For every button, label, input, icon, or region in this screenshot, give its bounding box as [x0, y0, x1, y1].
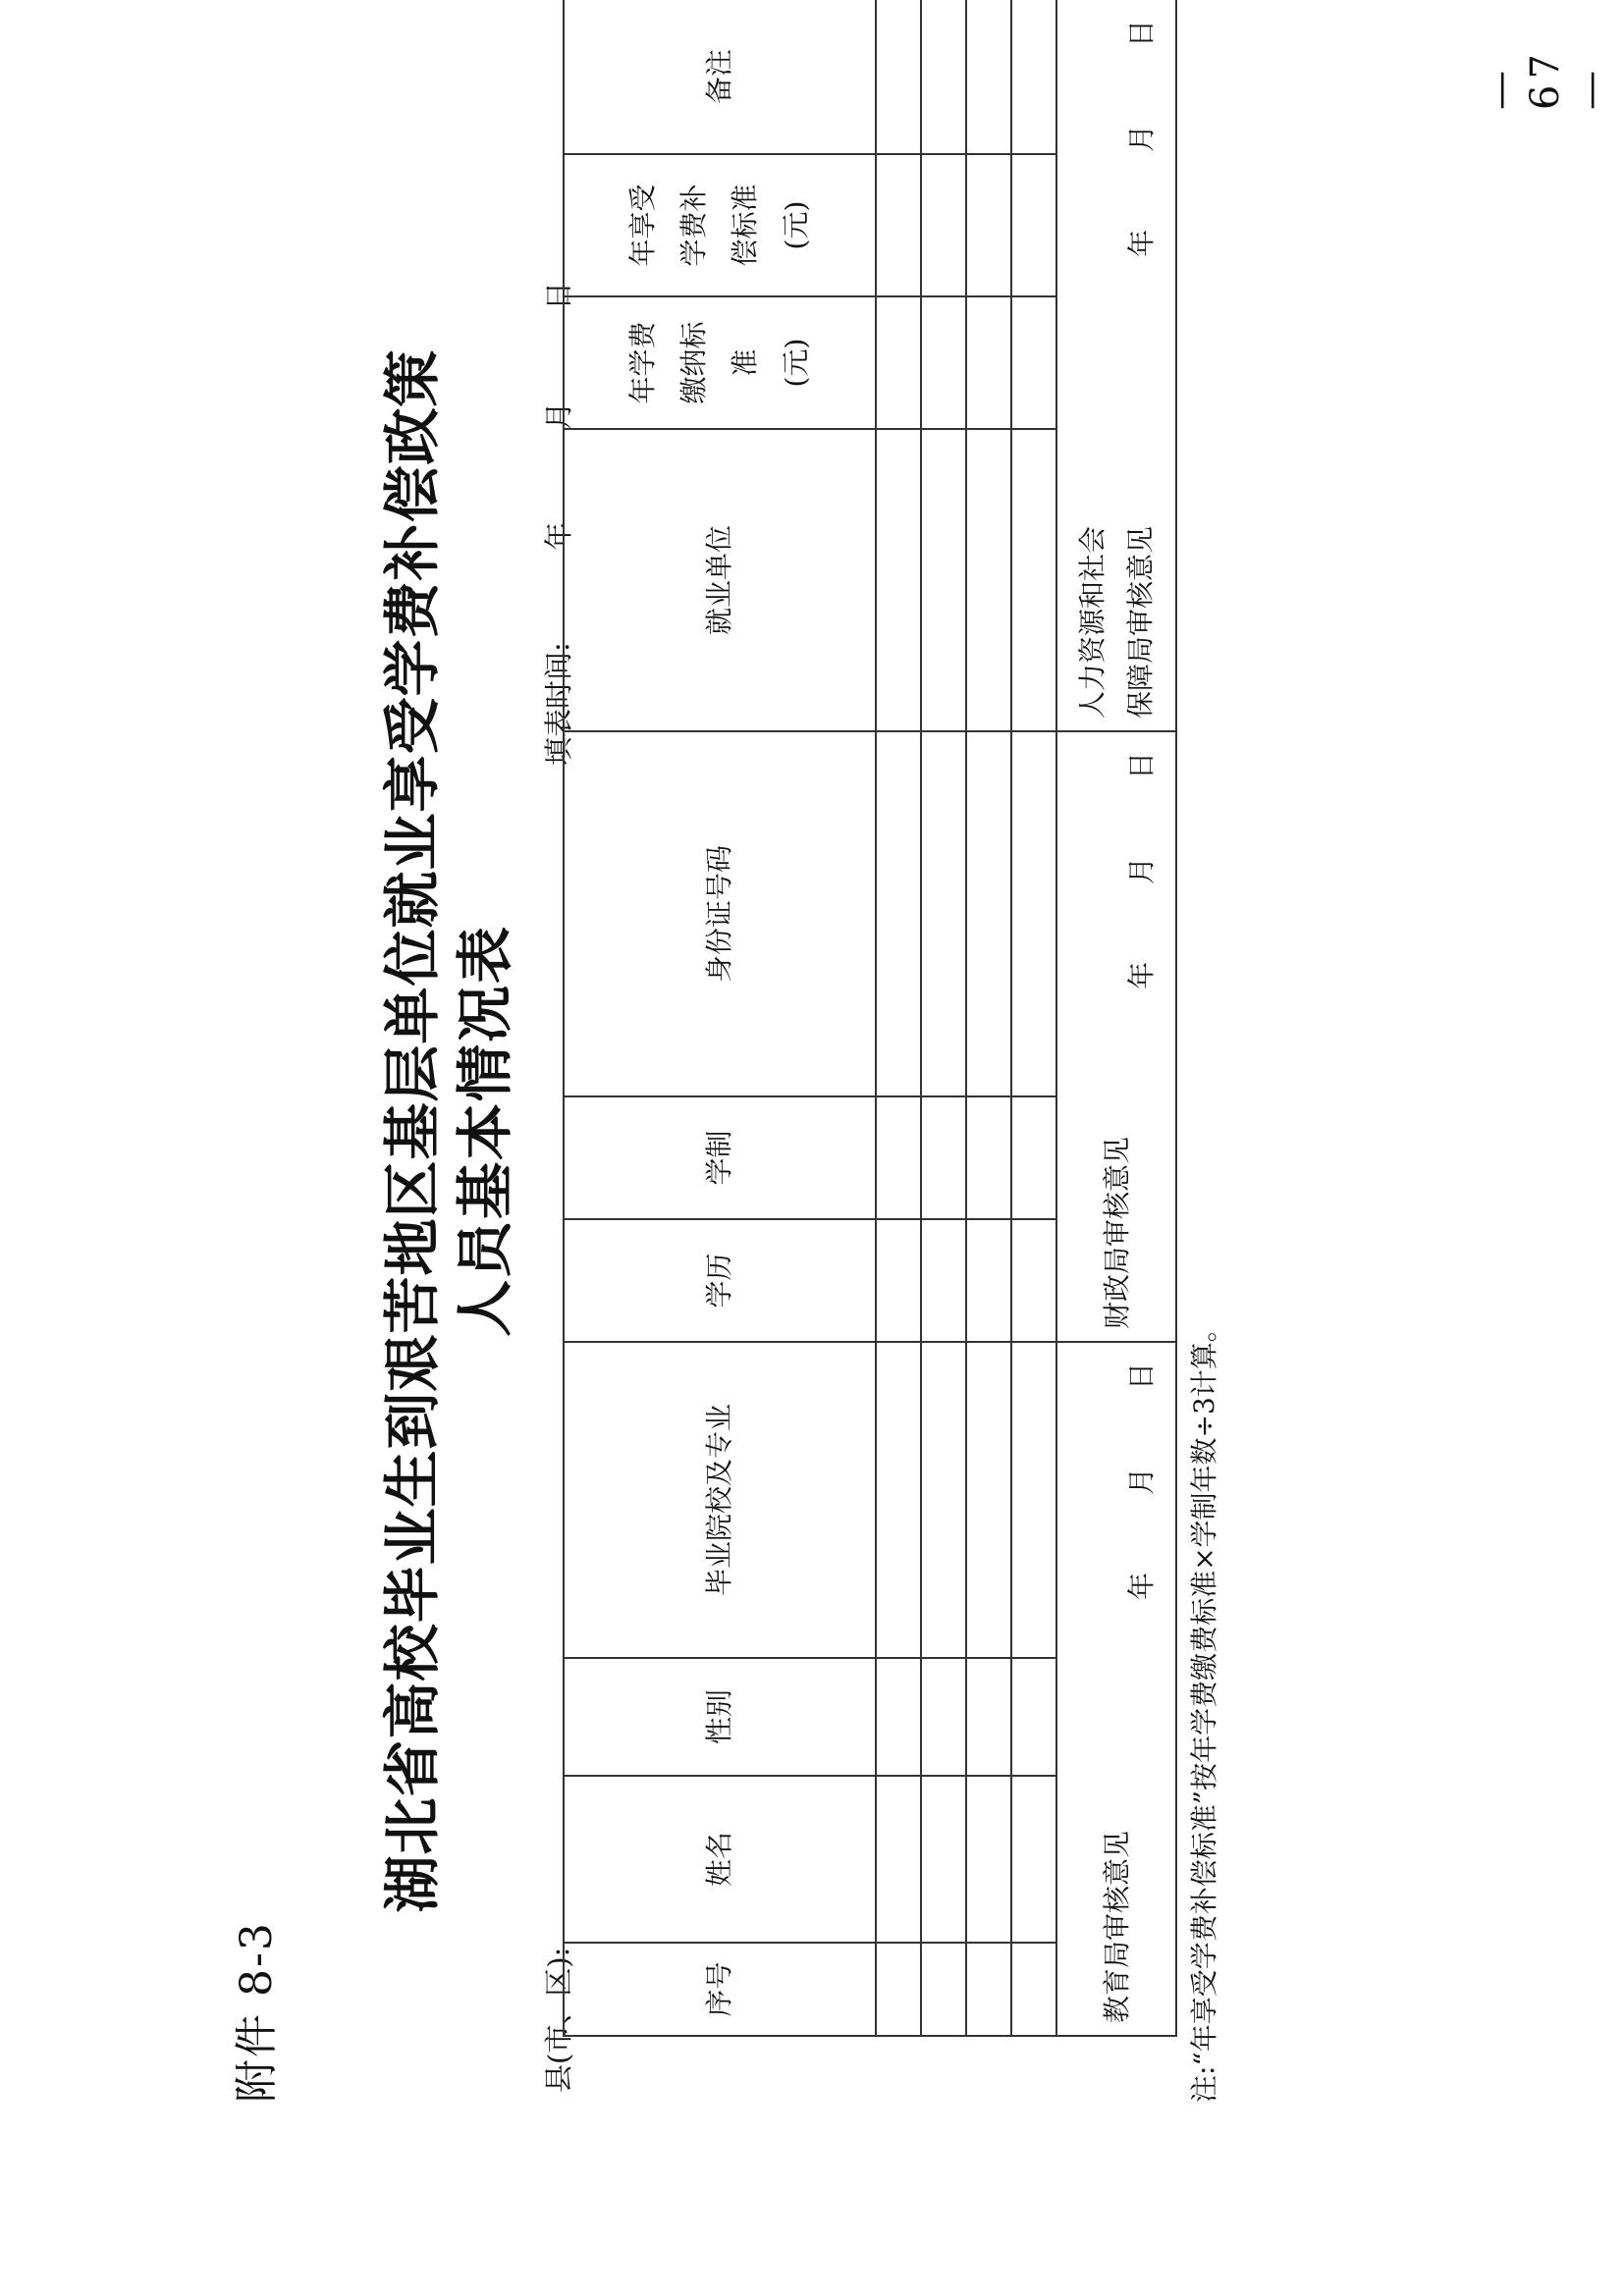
personnel-info-table — [563, 0, 1177, 2037]
attachment-label: 附件 8-3 — [232, 1921, 282, 2103]
header-school-major: 毕业院校及专业 — [564, 1342, 876, 1658]
header-row — [564, 0, 876, 2036]
hr-bureau-audit-label: 人力资源和社会 保障局审核意见 — [1076, 525, 1157, 719]
audit-row — [1056, 0, 1176, 2036]
table-row — [1011, 0, 1056, 2036]
header-compensation-standard — [564, 154, 876, 296]
table-row — [876, 0, 921, 2036]
finance-bureau-audit-label: 财政局审核意见 — [1100, 1136, 1133, 1329]
fill-date-month: 月 — [542, 401, 575, 431]
rotated-form-page — [113, 20, 1613, 2162]
header-tuition-line1: 年学费 — [626, 321, 660, 404]
header-tuition-line3: 准 — [729, 348, 761, 377]
finance-bureau-audit-date: 年 月 日 — [1125, 752, 1159, 989]
header-tuition-line4: (元) — [779, 338, 812, 388]
header-id-number: 身份证号码 — [564, 731, 876, 1096]
finance-bureau-audit — [1056, 731, 1176, 1342]
page-number: — 67 — — [1478, 48, 1613, 110]
header-tuition-standard — [564, 296, 876, 429]
education-bureau-audit — [1056, 1342, 1176, 2036]
county-label: 县(市、区): — [542, 1947, 575, 2093]
table-row — [966, 0, 1011, 2036]
header-comp-line4: (元) — [779, 200, 812, 250]
header-duration: 学制 — [564, 1096, 876, 1219]
form-title-line1: 湖北省高校毕业生到艰苦地区基层单位就业享受学费补偿政策 — [379, 348, 446, 1913]
header-employer: 就业单位 — [564, 429, 876, 731]
education-bureau-audit-date: 年 月 日 — [1125, 1362, 1159, 1600]
form-title-line2: 人员基本情况表 — [452, 925, 518, 1338]
header-comp-line2: 学费补 — [677, 184, 711, 267]
header-comp-line1: 年享受 — [626, 184, 660, 267]
header-gender: 性别 — [564, 1658, 876, 1776]
header-tuition-line2: 缴纳标 — [677, 321, 711, 404]
footnote: 注:“年享受学费补偿标准”按年学费缴费标准×学制年数÷3计算。 — [1188, 1314, 1220, 2103]
table-row — [921, 0, 966, 2036]
fill-date-day: 日 — [542, 281, 575, 310]
header-education: 学历 — [564, 1219, 876, 1342]
header-remarks: 备注 — [564, 0, 876, 154]
header-name: 姓名 — [564, 1776, 876, 1943]
header-seq: 序号 — [564, 1943, 876, 2036]
header-comp-line3: 偿标准 — [729, 184, 761, 267]
hr-bureau-audit — [1056, 0, 1176, 731]
fill-date-year: 年 — [542, 521, 575, 551]
education-bureau-audit-label: 教育局审核意见 — [1100, 1830, 1133, 2023]
fill-date-label: 填表时间: — [542, 642, 575, 766]
hr-bureau-audit-date: 年 月 日 — [1125, 20, 1159, 257]
